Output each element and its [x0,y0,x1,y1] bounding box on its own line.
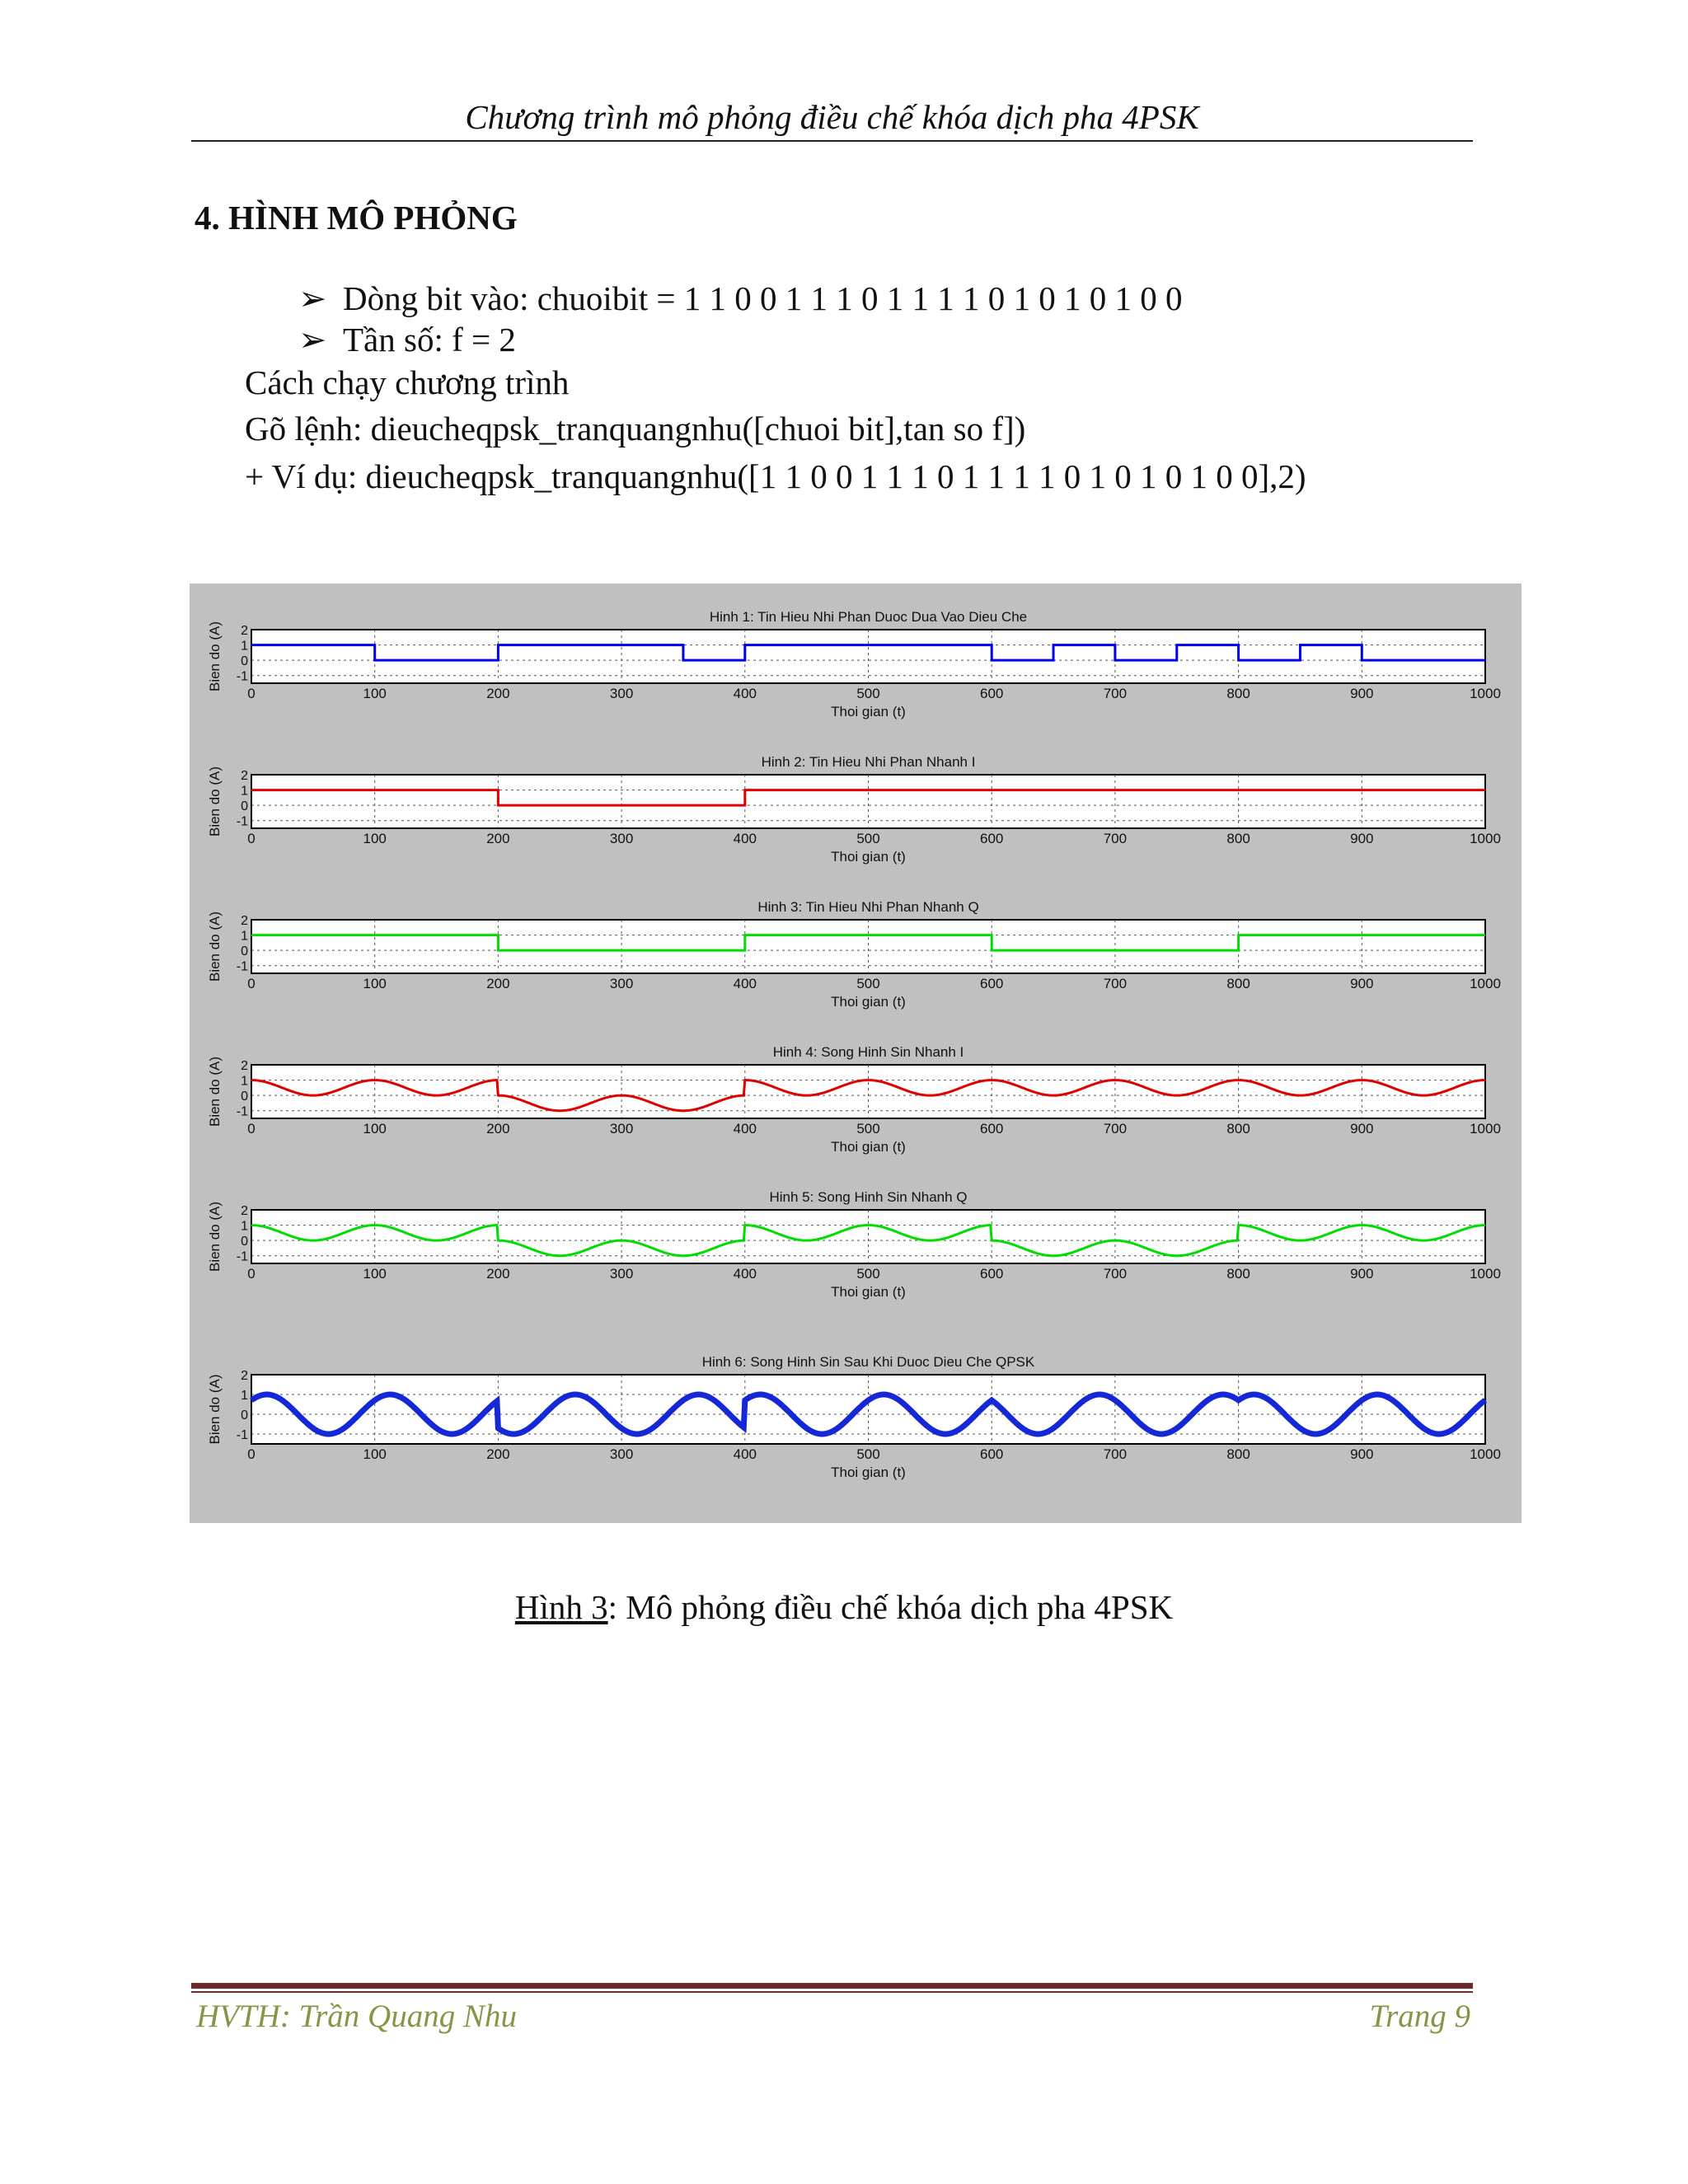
x-axis-label: Thoi gian (t) [831,704,906,719]
x-tick-label: 300 [609,1121,634,1137]
x-tick-label: 200 [486,686,510,701]
bullet-text: Tần số: f = 2 [343,321,516,359]
x-tick-label: 900 [1350,686,1374,701]
x-tick-label: 300 [609,831,634,846]
y-tick-label: 0 [241,1235,248,1249]
x-tick-label: 300 [609,976,634,991]
y-tick-label: 1 [241,1389,248,1403]
x-tick-label: 200 [486,831,510,846]
x-tick-label: 1000 [1470,831,1501,846]
x-tick-label: 400 [733,1121,757,1137]
x-tick-label: 1000 [1470,1266,1501,1282]
y-axis-label: Bien do (A) [207,1374,223,1445]
y-tick-label: -1 [236,959,248,974]
x-tick-label: 700 [1103,1266,1128,1282]
x-tick-label: 200 [486,1446,510,1462]
subplot-6 [251,1375,1485,1444]
x-tick-label: 600 [980,686,1004,701]
x-tick-label: 400 [733,976,757,991]
caption-text: : Mô phỏng điều chế khóa dịch pha 4PSK [607,1588,1174,1626]
x-tick-label: 100 [363,831,387,846]
bullet-frequency [298,320,516,359]
x-tick-label: 300 [609,1446,634,1462]
x-tick-label: 500 [856,976,880,991]
y-tick-label: -1 [236,669,248,684]
x-tick-label: 100 [363,1266,387,1282]
y-tick-label: 0 [241,1090,248,1104]
y-axis-label: Bien do (A) [207,1056,223,1127]
x-tick-label: 600 [980,1121,1004,1137]
y-tick-label: -1 [236,814,248,829]
y-tick-label: 2 [241,1204,248,1218]
y-tick-label: -1 [236,1428,248,1442]
x-tick-label: 1000 [1470,976,1501,991]
subplot-title: Hinh 4: Song Hinh Sin Nhanh I [772,1044,964,1060]
x-tick-label: 100 [363,1121,387,1137]
x-tick-label: 600 [980,1446,1004,1462]
section-heading: 4. HÌNH MÔ PHỎNG [195,199,518,237]
x-tick-label: 600 [980,831,1004,846]
y-tick-label: 1 [241,929,248,944]
running-header: Chương trình mô phỏng điều chế khóa dịch pha 4PSK [465,98,1199,136]
y-tick-label: 2 [241,1369,248,1383]
footer-rule-thin [191,1991,1473,1993]
x-axis-label: Thoi gian (t) [831,849,906,865]
text-line-example: + Ví dụ: dieucheqpsk_tranquangnhu([1 1 0 0 1 1 1 0 1 1 1 1 0 1 0 1 0 1 0 0],2) [245,457,1306,495]
x-tick-label: 800 [1226,686,1250,701]
x-tick-label: 500 [856,686,880,701]
figure-plots [190,583,1522,1523]
y-tick-label: 2 [241,769,248,783]
x-tick-label: 400 [733,686,757,701]
simulation-figure [190,583,1522,1523]
bullet-text: Dòng bit vào: chuoibit = 1 1 0 0 1 1 1 0 1 1 1 1 0 1 0 1 0 1 0 0 [343,279,1183,317]
x-tick-label: 800 [1226,1266,1250,1282]
y-axis-label: Bien do (A) [207,766,223,837]
x-tick-label: 400 [733,1266,757,1282]
x-tick-label: 900 [1350,1121,1374,1137]
y-tick-label: 2 [241,1059,248,1073]
x-tick-label: 0 [247,976,256,991]
x-tick-label: 500 [856,1266,880,1282]
header-rule [191,140,1473,142]
bullet-bitstream [298,279,1182,318]
y-tick-label: 1 [241,1074,248,1089]
x-tick-label: 0 [247,1121,256,1137]
y-tick-label: -1 [236,1104,248,1119]
x-tick-label: 1000 [1470,1446,1501,1462]
y-tick-label: 0 [241,654,248,669]
figure-caption [0,1587,1688,1627]
x-tick-label: 400 [733,1446,757,1462]
text-line-how-to-run: Cách chạy chương trình [245,363,570,401]
x-axis-label: Thoi gian (t) [831,1465,906,1480]
y-tick-label: -1 [236,1249,248,1264]
y-tick-label: 0 [241,799,248,814]
x-tick-label: 400 [733,831,757,846]
x-tick-label: 800 [1226,976,1250,991]
x-tick-label: 0 [247,1266,256,1282]
y-tick-label: 2 [241,624,248,638]
subplot-title: Hinh 3: Tin Hieu Nhi Phan Nhanh Q [757,899,979,915]
x-tick-label: 900 [1350,831,1374,846]
footer-rule-thick [191,1983,1473,1989]
arrow-bullet-icon: ➢ [298,321,327,359]
x-tick-label: 100 [363,686,387,701]
x-tick-label: 300 [609,686,634,701]
subplot-title: Hinh 1: Tin Hieu Nhi Phan Duoc Dua Vao Dieu Che [709,609,1028,625]
x-tick-label: 800 [1226,831,1250,846]
x-tick-label: 500 [856,1446,880,1462]
x-tick-label: 700 [1103,1121,1128,1137]
x-tick-label: 200 [486,1121,510,1137]
x-tick-label: 900 [1350,1446,1374,1462]
x-tick-label: 600 [980,976,1004,991]
y-tick-label: 1 [241,639,248,654]
x-tick-label: 900 [1350,1266,1374,1282]
y-tick-label: 1 [241,1219,248,1234]
x-tick-label: 700 [1103,1446,1128,1462]
y-tick-label: 0 [241,944,248,959]
subplot-4 [251,1065,1485,1118]
x-tick-label: 0 [247,686,256,701]
x-tick-label: 800 [1226,1446,1250,1462]
x-tick-label: 500 [856,1121,880,1137]
x-tick-label: 700 [1103,686,1128,701]
x-tick-label: 0 [247,1446,256,1462]
x-tick-label: 100 [363,976,387,991]
x-tick-label: 1000 [1470,1121,1501,1137]
subplot-2 [251,775,1485,828]
x-tick-label: 900 [1350,976,1374,991]
x-tick-label: 0 [247,831,256,846]
y-axis-label: Bien do (A) [207,621,223,692]
subplot-title: Hinh 5: Song Hinh Sin Nhanh Q [769,1189,968,1205]
x-axis-label: Thoi gian (t) [831,1284,906,1300]
footer-author: HVTH: Trần Quang Nhu [196,1999,517,2034]
x-tick-label: 800 [1226,1121,1250,1137]
subplot-title: Hinh 6: Song Hinh Sin Sau Khi Duoc Dieu Che QPSK [701,1354,1035,1370]
y-tick-label: 1 [241,784,248,799]
y-tick-label: 0 [241,1408,248,1422]
x-tick-label: 700 [1103,831,1128,846]
x-tick-label: 600 [980,1266,1004,1282]
arrow-bullet-icon: ➢ [298,279,327,317]
y-axis-label: Bien do (A) [207,1201,223,1272]
x-tick-label: 300 [609,1266,634,1282]
subplot-3 [251,920,1485,973]
x-tick-label: 700 [1103,976,1128,991]
x-axis-label: Thoi gian (t) [831,1139,906,1155]
caption-label: Hình 3 [514,1588,608,1626]
footer-page-number: Trang 9 [1369,1999,1470,2034]
subplot-5 [251,1210,1485,1263]
subplot-title: Hinh 2: Tin Hieu Nhi Phan Nhanh I [761,754,976,770]
x-tick-label: 200 [486,1266,510,1282]
subplot-1 [251,630,1485,683]
x-tick-label: 500 [856,831,880,846]
x-tick-label: 1000 [1470,686,1501,701]
y-axis-label: Bien do (A) [207,911,223,982]
x-tick-label: 200 [486,976,510,991]
y-tick-label: 2 [241,914,248,928]
text-line-command: Gõ lệnh: dieucheqpsk_tranquangnhu([chuoi bit],tan so f]) [245,410,1026,448]
x-tick-label: 100 [363,1446,387,1462]
x-axis-label: Thoi gian (t) [831,994,906,1010]
